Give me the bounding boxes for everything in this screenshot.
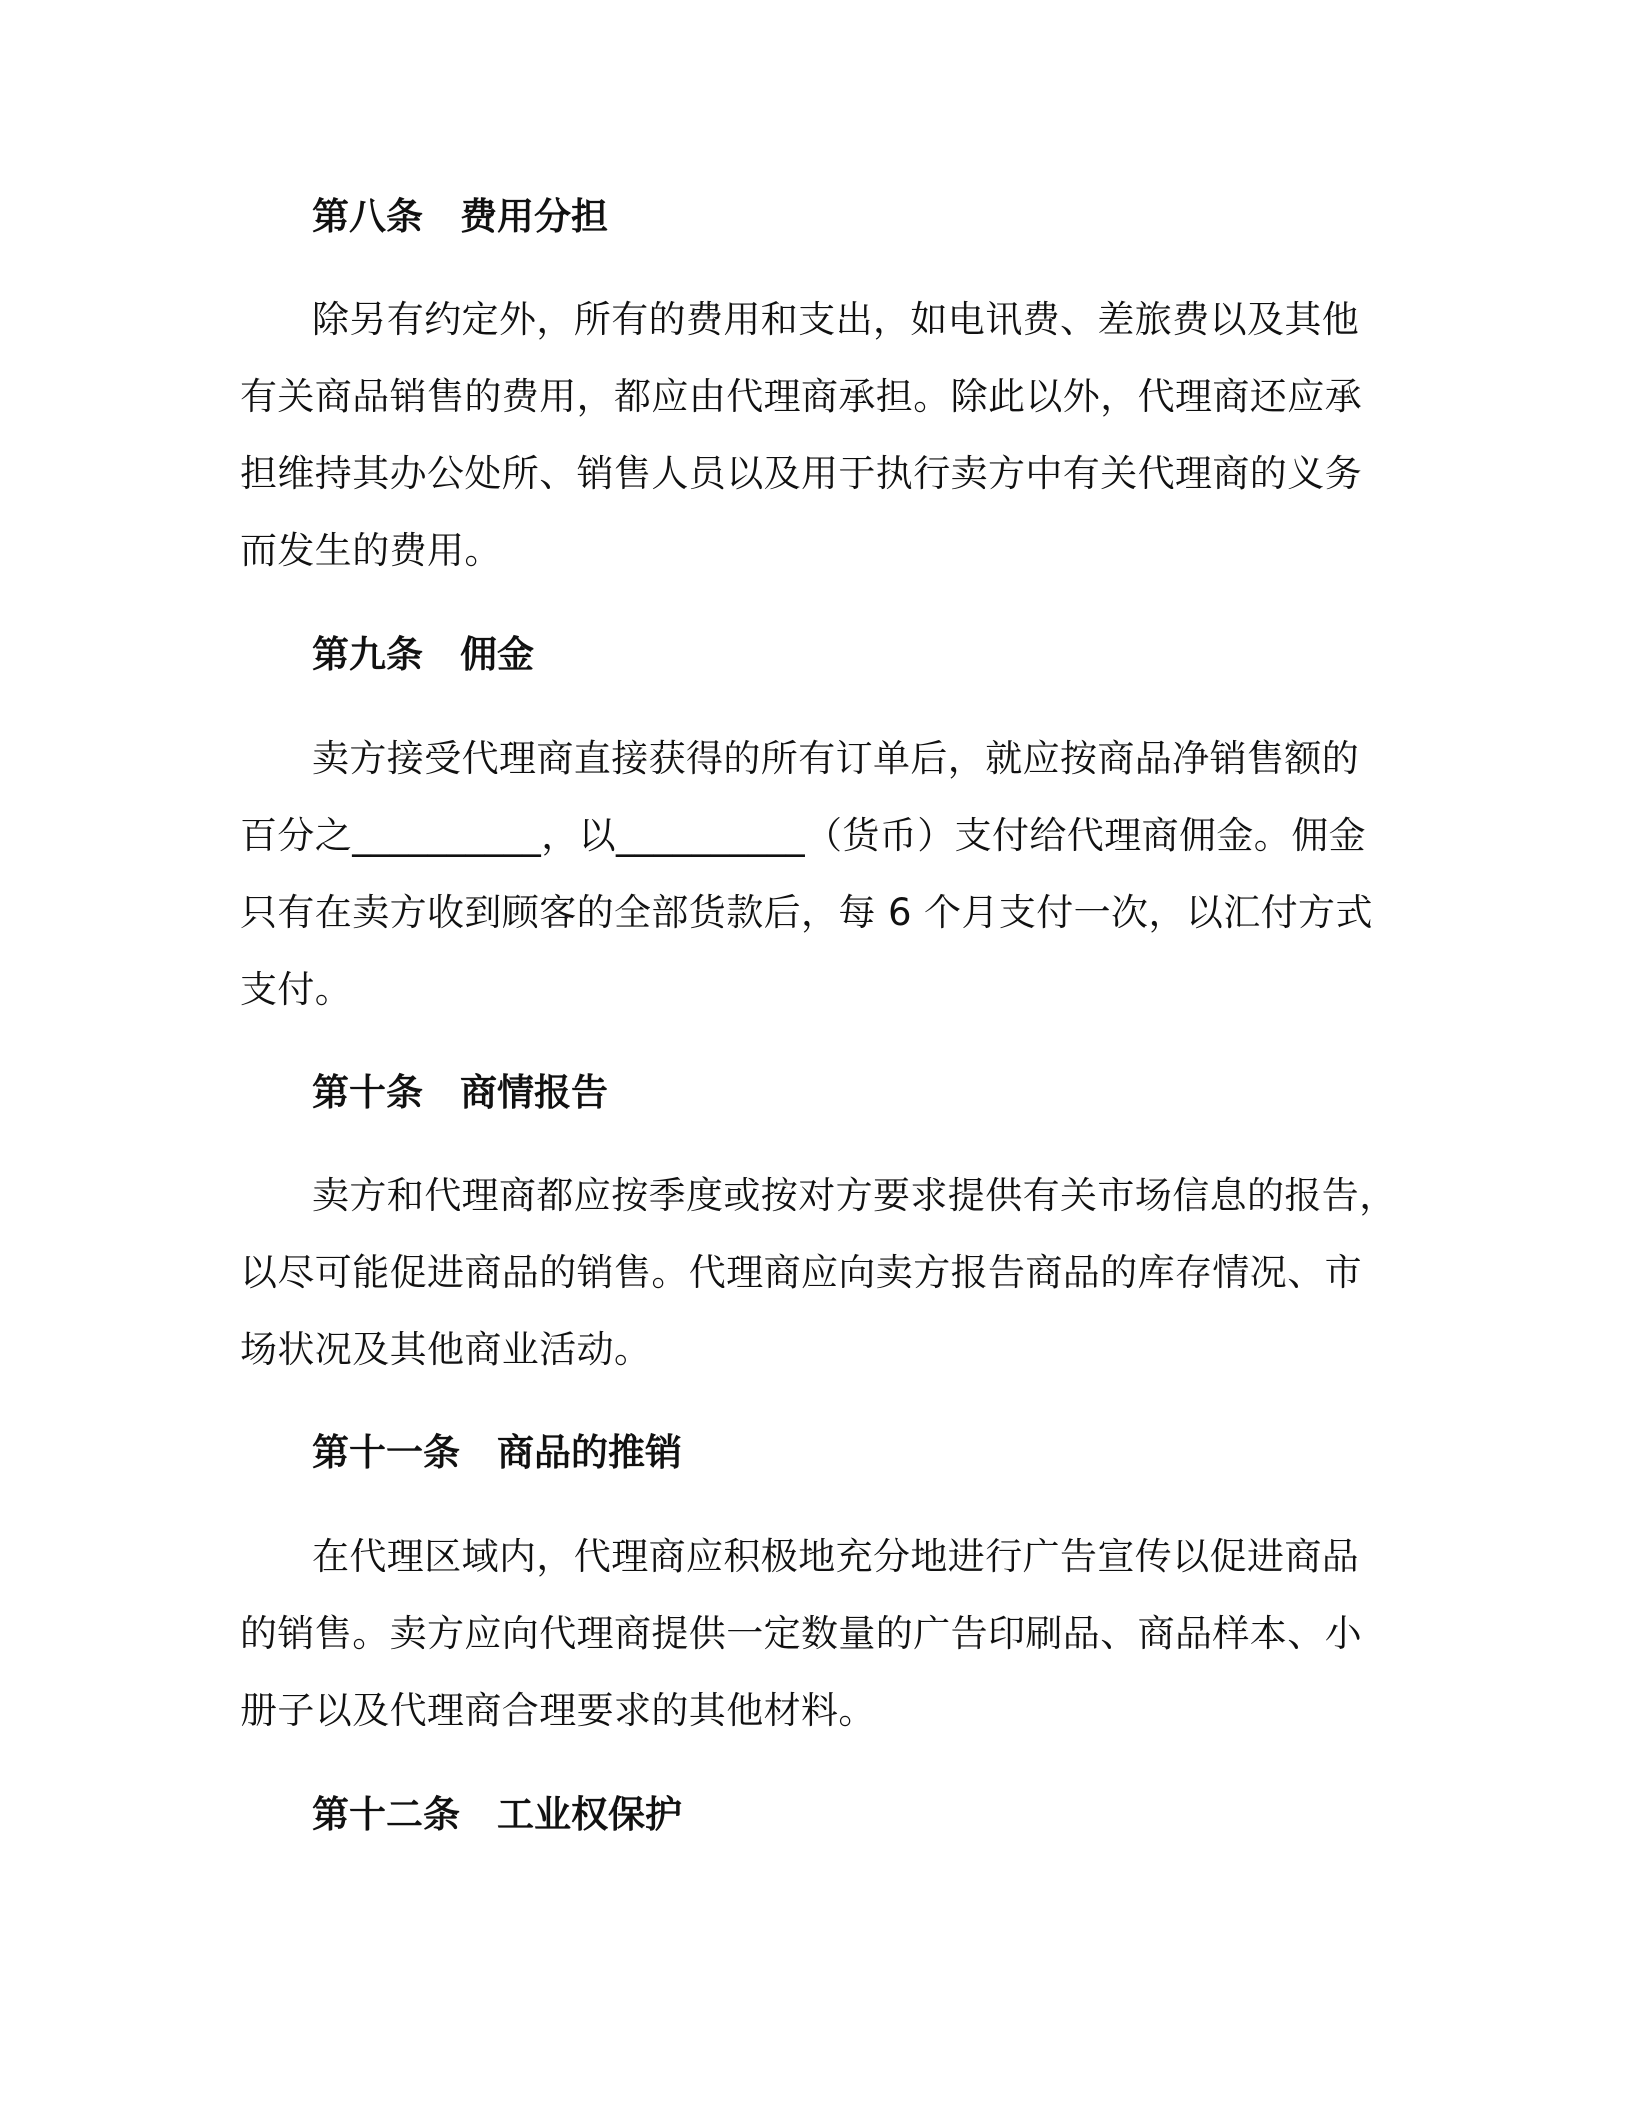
section-body-article-11 (240, 1535, 1380, 1769)
text-line: 除另有约定外，所有的费用和支出，如电讯费、差旅费以及其他 (312, 298, 1360, 341)
text-line: 百分之__________，以__________（货币）支付给代理商佣金。佣金 (240, 814, 1366, 857)
section-heading-article-8: 第八条 费用分担 (312, 195, 608, 238)
section-body-article-8 (240, 298, 1380, 609)
section-body-article-9 (240, 737, 1380, 1048)
text-line: 场状况及其他商业活动。 (240, 1328, 652, 1371)
text-line: 担维持其办公处所、销售人员以及用于执行卖方中有关代理商的义务 (240, 452, 1362, 495)
text-line: 而发生的费用。 (240, 529, 502, 572)
text-line: 只有在卖方收到顾客的全部货款后，每 6 个月支付一次，以汇付方式 (240, 891, 1373, 934)
text-line: 支付。 (240, 968, 353, 1011)
section-heading-article-12: 第十二条 工业权保护 (312, 1793, 682, 1836)
section-heading-article-10: 第十条 商情报告 (312, 1071, 608, 1114)
text-line: 有关商品销售的费用，都应由代理商承担。除此以外，代理商还应承 (240, 375, 1362, 418)
text-line: 册子以及代理商合理要求的其他材料。 (240, 1689, 876, 1732)
text-line: 卖方和代理商都应按季度或按对方要求提供有关市场信息的报告， (312, 1174, 1397, 1217)
section-body-article-10 (240, 1174, 1397, 1408)
section-heading-article-11: 第十一条 商品的推销 (312, 1431, 682, 1474)
text-line: 的销售。卖方应向代理商提供一定数量的广告印刷品、商品样本、小 (240, 1612, 1362, 1655)
text-line: 以尽可能促进商品的销售。代理商应向卖方报告商品的库存情况、市 (240, 1251, 1362, 1294)
section-heading-article-9: 第九条 佣金 (312, 633, 534, 676)
text-line: 卖方接受代理商直接获得的所有订单后，就应按商品净销售额的 (312, 737, 1360, 780)
text-line: 在代理区域内，代理商应积极地充分地进行广告宣传以促进商品 (312, 1535, 1360, 1578)
